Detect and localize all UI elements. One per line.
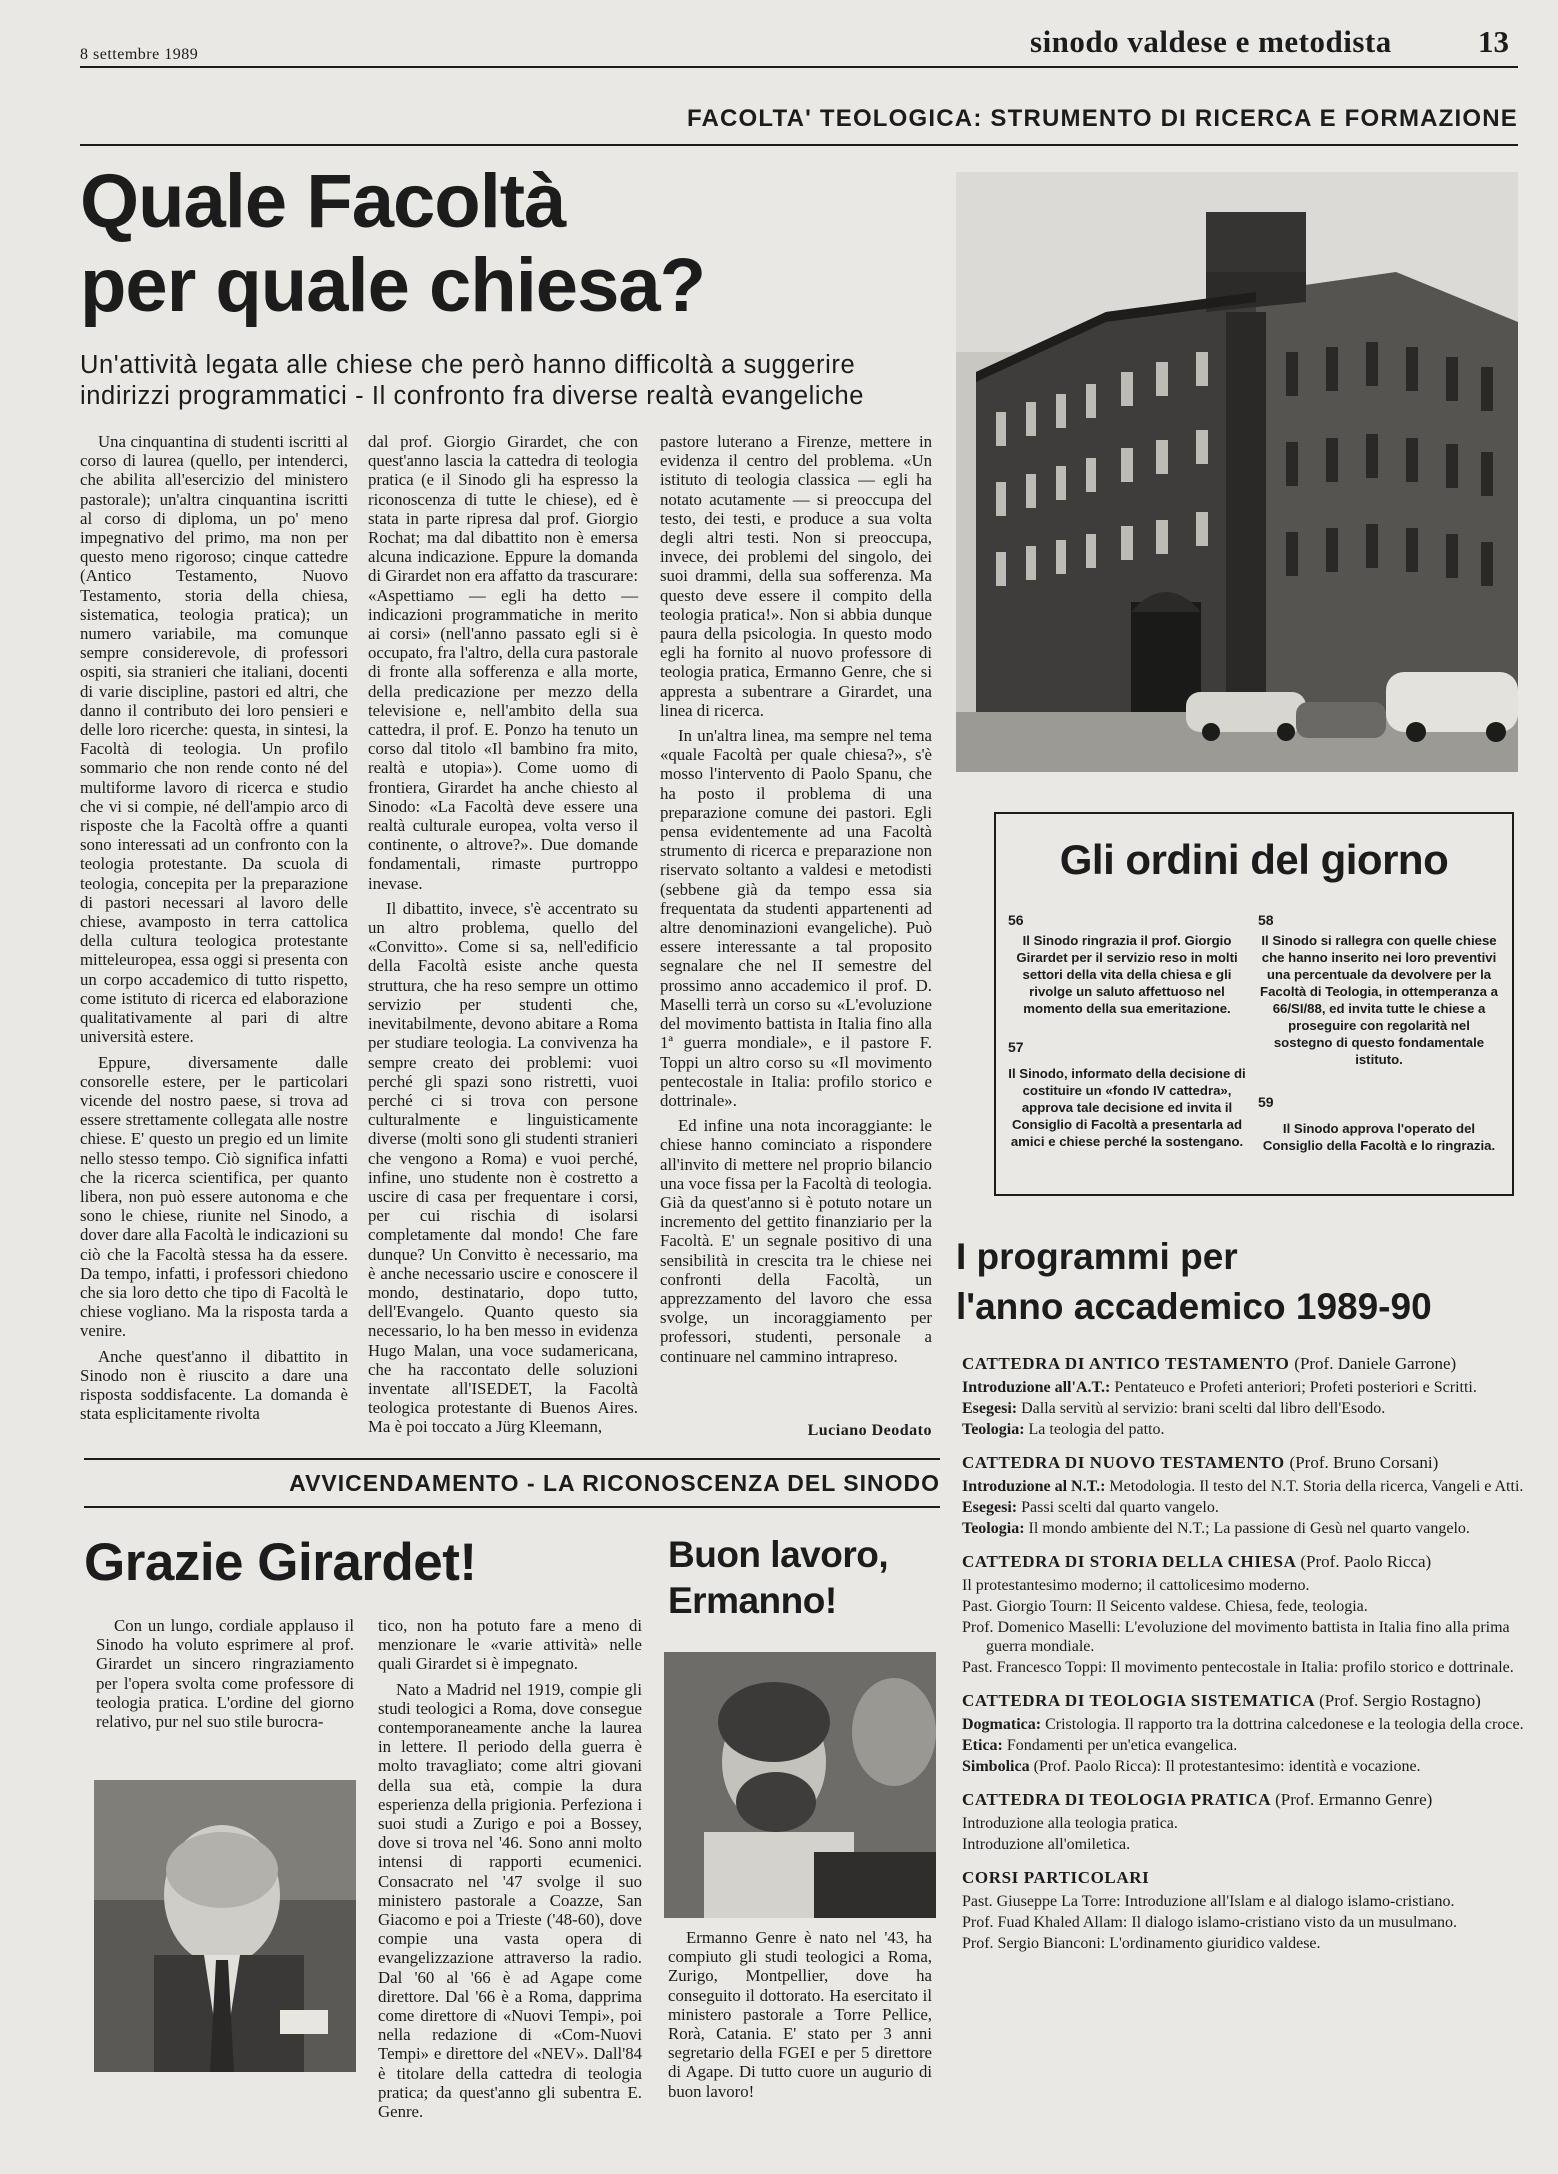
course-line — [962, 1892, 1524, 1911]
genre-headline-line-1: Buon lavoro, — [668, 1534, 889, 1575]
course-label: Esegesi: — [962, 1499, 1018, 1516]
portrait-illustration — [664, 1652, 936, 1918]
cattedra-title: CATTEDRA DI TEOLOGIA SISTEMATICA — [962, 1691, 1315, 1710]
cattedra-title: CORSI PARTICOLARI — [962, 1868, 1150, 1887]
course-line — [962, 1814, 1524, 1833]
portrait-illustration — [94, 1780, 356, 2072]
course-line — [962, 1835, 1524, 1854]
section-title: FACOLTA' TEOLOGICA: STRUMENTO DI RICERCA E FORMAZIONE — [686, 105, 1518, 132]
ordini-col-left — [1008, 912, 1246, 1150]
course-label: Introduzione all'A.T.: — [962, 1379, 1111, 1396]
building-illustration — [956, 172, 1518, 772]
ordine-text: Il Sinodo approva l'operato del Consiglio della Facoltà e lo ringrazia. — [1262, 1121, 1496, 1153]
course-description: Cristologia. Il rapporto tra la dottrina calcedonese e la teologia della croce. — [1041, 1716, 1524, 1733]
course-description: Introduzione all'omiletica. — [962, 1836, 1131, 1853]
cattedra-professor: (Prof. Sergio Rostagno) — [1319, 1691, 1481, 1710]
ordini-box — [994, 812, 1514, 1196]
paragraph: Ed infine una nota incoraggiante: le chiese hanno cominciato a rispondere all'invito di mettere nel proprio bilancio una voce fissa per la Facoltà di teologia. Già da quest'anno si è potuto notare un incremento del gettito finanziario per la Facoltà. E' un segnale positivo di una sensibilità in crescita tra le chiese nei confronti della Facoltà, un apprezzamento del lavoro che essa svolge, un incoraggiamento per professori, studenti, personale a continuare nel cammino intrapreso. — [660, 1116, 932, 1366]
headline-line-2: per quale chiesa? — [80, 243, 706, 328]
cattedra-title: CATTEDRA DI STORIA DELLA CHIESA — [962, 1552, 1296, 1571]
paragraph: Una cinquantina di studenti iscritti al corso di laurea (quello, per intenderci, che abilita all'esercizio del ministero pastorale); un'altra cinquantina iscritti al corso di diploma, un po' meno impegnativo del primo, ma non per questo meno rigoroso; cinque cattedre (Antico Testamento, Nuovo Testamento, storia della chiesa, sistematica, teologia pratica); un numero variabile, ma comunque sempre considerevole, di professori ospiti, sia stranieri che italiani, docenti di varie discipline, pastori ed altri, che danno il contributo dei loro pensieri e delle loro ricerche: questa, in sintesi, la Facoltà di teologia. Un profilo sommario che non rende conto né del multiforme lavoro di ricerca e studio che vi si compie, né dell'ampio arco di risposte che la Facoltà offre a quanti sono interessati ad un confronto con la teologia protestante. Da scuola di teologia, concepita per la preparazione di pastori necessari al lavoro delle chiese, avamposto in terra cattolica della cultura teologica protestante mitteleuropea, essa oggi si presenta con un corpo accademico di tutto rispetto, come istituto di ricerca ed elaborazione qualitativamente al pari di altre università estere. — [80, 432, 348, 1047]
cattedra-professor: (Prof. Daniele Garrone) — [1294, 1354, 1457, 1373]
course-line — [962, 1399, 1524, 1418]
course-line — [962, 1934, 1524, 1953]
subhead-line-2: indirizzi programmatici - Il confronto fra diverse realtà evangeliche — [80, 382, 865, 410]
faculty-building-photo — [956, 172, 1518, 772]
article-author: Luciano Deodato — [807, 1422, 932, 1439]
girardet-headline: Grazie Girardet! — [84, 1533, 477, 1592]
main-article-col-2 — [368, 432, 638, 1443]
cattedra-title: CATTEDRA DI TEOLOGIA PRATICA — [962, 1790, 1271, 1809]
course-description: Past. Giorgio Tourn: Il Seicento valdese. Chiesa, fede, teologia. — [962, 1598, 1368, 1615]
genre-text: Ermanno Genre è nato nel '43, ha compiuto gli studi teologici a Roma, Zurigo, Montpellier, dove ha conseguito il dottorato. Ha esercitato il ministero pastorale a Torre Pellice, Rorà, Catania. E' stato per 3 anni segretario della FGEI e per 5 direttore di Agape. Di tutto cuore un augurio di buon lavoro! — [668, 1928, 932, 2101]
girardet-col-2 — [378, 1616, 642, 2127]
girardet-col-1: Con un lungo, cordiale applauso il Sinodo ha voluto esprimere al prof. Girardet un sincero ringraziamento per l'opera svolta come professore di teologia pratica. L'ordine del giorno relativo, pur nel suo stile burocra- — [96, 1616, 354, 1732]
course-description: Dalla servitù al servizio: brani scelti dal libro dell'Esodo. — [1017, 1400, 1386, 1417]
cattedra-professor: (Prof. Ermanno Genre) — [1275, 1790, 1433, 1809]
paragraph: Il dibattito, invece, s'è accentrato su un altro problema, quello del «Convitto». Come si sa, nell'edificio della Facoltà esiste anche questa struttura, che ha reso sempre un ottimo servizio per studenti che, inevitabilmente, devono abitare a Roma per studiare teologia. La convivenza ha sempre creato dei problemi: vuoi perché gli spazi sono ristretti, vuoi perché ci si trova con persone culturalmente e linguisticamente diverse (molti sono gli studenti stranieri che vengono a Roma) e vuoi perché, infine, uno studente non è costretto a uscire di casa per frequentare i corsi, per cui rischia di isolarsi completamente dal mondo! Che fare dunque? Un Convitto è necessario, ma è anche necessario uscire e conoscere il mondo, destinatario, dopo tutto, dell'Evangelo. Quanto questo sia necessario, lo ha ben messo in evidenza Hugo Malan, una voce sudamericana, che ha raccontato delle soluzioni inventate all'ISEDET, la Facoltà teologica protestante di Buenos Aires. Ma è poi toccato a Jürg Kleemann, — [368, 898, 638, 1437]
course-description: Il protestantesimo moderno; il cattolicesimo moderno. — [962, 1577, 1310, 1594]
course-description: Introduzione alla teologia pratica. — [962, 1815, 1178, 1832]
section-rule — [80, 144, 1518, 146]
genre-headline-line-2: Ermanno! — [668, 1580, 837, 1621]
lower-section-title: AVVICENDAMENTO - LA RICONOSCENZA DEL SINODO — [289, 1470, 940, 1496]
main-subhead — [80, 350, 960, 412]
headline-line-1: Quale Facoltà — [80, 159, 566, 244]
course-label: Esegesi: — [962, 1400, 1018, 1417]
course-description: Past. Giuseppe La Torre: Introduzione all'Islam e al dialogo islamo-cristiano. — [962, 1893, 1455, 1910]
programmi-title — [956, 1232, 1432, 1332]
page-date: 8 settembre 1989 — [80, 46, 199, 63]
paragraph: Anche quest'anno il dibattito in Sinodo non è riuscito a dare una risposta soddisfacente. La domanda è stata esplicitamente rivolta — [80, 1346, 348, 1424]
genre-photo — [664, 1652, 936, 1918]
course-label: Dogmatica: — [962, 1716, 1042, 1733]
course-line — [962, 1378, 1524, 1397]
course-description: Metodologia. Il testo del N.T. Storia della ricerca, Vangeli e Atti. — [1105, 1478, 1524, 1495]
lower-rule-top — [84, 1458, 940, 1460]
course-description: Fondamenti per un'etica evangelica. — [1002, 1737, 1238, 1754]
cattedra-title: CATTEDRA DI NUOVO TESTAMENTO — [962, 1453, 1285, 1472]
girardet-photo — [94, 1780, 356, 2072]
course-line — [962, 1420, 1524, 1439]
course-line — [962, 1658, 1524, 1677]
paragraph: Nato a Madrid nel 1919, compie gli studi teologici a Roma, dove consegue contemporaneamente anche la laurea in lettere. Il periodo della guerra è molto travagliato; come altri giovani della sua età, compie la dura esperienza della prigionia. Perfeziona i suoi studi a Zurigo e poi a Bossey, dove si trova nel '46. Sono anni molto intensi di rapporti ecumenici. Consacrato nel '47 svolge il suo ministero pastorale a Coazze, San Giacomo e poi a Trieste ('48-60), dove compie una vasta opera di evangelizzazione attraverso la radio. Dal '60 al '66 è ad Agape come direttore. Dal '66 è a Roma, dapprima come direttore di «Nuovi Tempi», poi nella redazione di «Com-Nuovi Tempi» e direttore del «NEV». Dall'84 è titolare della cattedra di teologia pratica; da quest'anno gli subentra E. Genre. — [378, 1679, 642, 2122]
ordini-col-right — [1258, 912, 1500, 1154]
course-line — [962, 1913, 1524, 1932]
course-line — [962, 1477, 1524, 1496]
course-label: Teologia: — [962, 1520, 1025, 1537]
course-line — [962, 1576, 1524, 1595]
paragraph: tico, non ha potuto fare a meno di menzionare le «varie attività» nelle quali Girardet si è impegnato. — [378, 1616, 642, 1674]
ordine-text: Il Sinodo, informato della decisione di costituire un «fondo IV cattedra», approva tale decisione ed invita il Consiglio di Facoltà a presentarla ad amici e chiese perché la sostengano. — [1008, 1066, 1246, 1149]
course-description: Prof. Domenico Maselli: L'evoluzione del movimento battista in Italia fino alla prima guerra mondiale. — [962, 1619, 1510, 1655]
paragraph: In un'altra linea, ma sempre nel tema «quale Facoltà per quale chiesa?», s'è mosso l'intervento di Paolo Spanu, che ha posto il problema di una preparazione comune dei pastori. Egli pensa evidentemente ad una Facoltà strumento di ricerca e preparazione non riservato soltanto a valdesi e metodisti (sebbene già da tempo essa sia frequentata da studenti appartenenti ad altre denominazioni evangeliche). Può essere interessante a tal proposito segnalare che nel II semestre del prossimo anno accademico il prof. D. Maselli terrà un corso su «L'evoluzione del movimento battista in Italia fino alla 1ª guerra mondiale», e il pastore F. Toppi un altro corso su «Il movimento pentecostale in Italia: profilo storico e dottrinale». — [660, 726, 932, 1110]
cattedra-heading — [962, 1868, 1524, 1888]
course-description: Pentateuco e Profeti anteriori; Profeti posteriori e Scritti. — [1110, 1379, 1477, 1396]
course-line — [962, 1498, 1524, 1517]
course-description: (Prof. Paolo Ricca): Il protestantesimo: identità e vocazione. — [1029, 1758, 1421, 1775]
main-article-col-1 — [80, 432, 348, 1429]
ordine-number: 56 — [1008, 912, 1024, 928]
ordine-number: 57 — [1008, 1039, 1024, 1055]
course-description: Past. Francesco Toppi: Il movimento pentecostale in Italia: profilo storico e dottrinale. — [962, 1659, 1514, 1676]
page-number: 13 — [1478, 24, 1509, 59]
main-article-col-3 — [660, 432, 932, 1372]
programmi-title-line-1: I programmi per — [956, 1236, 1238, 1277]
cattedra-heading — [962, 1691, 1524, 1711]
course-label: Introduzione al N.T.: — [962, 1478, 1106, 1495]
ordine-number: 59 — [1258, 1094, 1274, 1110]
course-line — [962, 1736, 1524, 1755]
ordini-title: Gli ordini del giorno — [1059, 836, 1449, 883]
genre-headline — [668, 1532, 888, 1624]
subhead-line-1: Un'attività legata alle chiese che però hanno difficoltà a suggerire — [80, 351, 856, 379]
header-rule — [80, 66, 1518, 68]
ordine-text: Il Sinodo ringrazia il prof. Giorgio Girardet per il servizio reso in molti settori della vita della chiesa e gli rivolge un saluto affettuoso nel momento della sua emeritazione. — [1016, 933, 1238, 1016]
ordine-number: 58 — [1258, 912, 1274, 928]
cattedra-professor: (Prof. Paolo Ricca) — [1300, 1552, 1432, 1571]
paragraph: dal prof. Giorgio Girardet, che con quest'anno lascia la cattedra di teologia pratica (e il Sinodo gli ha espresso la riconoscenza di tutte le chiese), ed è stata in parte ripresa dal prof. Giorgio Rochat; ma dal dibattito non è emersa alcuna indicazione. Eppure la domanda di Girardet non era affatto da trascurare: «Aspettiamo — egli ha detto — indicazioni programmatiche in merito ai corsi» (nell'anno passato egli si è occupato, fra l'altro, della cura pastorale di fronte alla sofferenza e alla morte, della predicazione per mezzo della televisione e, nell'ambito della sua cattedra, il prof. E. Ponzo ha tenuto un corso dal titolo «Il bambino fra mito, realtà e utopia»). Come uomo di frontiera, Girardet ha anche chiesto al Sinodo: «La Facoltà deve essere una realtà culturale europea, volta verso il continente, o altrove?». Due domande fondamentali, rimaste purtroppo inevase. — [368, 432, 638, 893]
lower-rule-bottom — [84, 1506, 940, 1508]
course-line — [962, 1519, 1524, 1538]
course-description: Il mondo ambiente del N.T.; La passione di Gesù nel quarto vangelo. — [1024, 1520, 1470, 1537]
paragraph: Eppure, diversamente dalle consorelle estere, per le particolari vicende del nostro paese, si trova ad essere strettamente collegata alle nostre chiese. E' questo un pregio ed un limite nello stesso tempo. Ciò significa infatti che la ricerca scientifica, per quanto libera, non può essere autonoma e che sono le chiese, riunite nel Sinodo, a dover dare alla Facoltà le indicazioni su ciò che la Facoltà stessa ha da essere. Da tempo, infatti, i professori chiedono che sia loro detto che tipo di Facoltà le chiese vogliano. Ma la risposta tarda a venire. — [80, 1052, 348, 1341]
main-headline — [80, 160, 705, 328]
ordine-text: Il Sinodo si rallegra con quelle chiese che hanno inserito nei loro preventivi una percentuale da devolvere per la Facoltà di Teologia, in ottemperanza a 66/SI/88, ed invita tutte le chiese a proseguire con regolarità nel sostegno di questo fondamentale istituto. — [1260, 933, 1498, 1067]
programmi-list — [962, 1340, 1524, 1955]
cattedra-heading — [962, 1552, 1524, 1572]
cattedra-title: CATTEDRA DI ANTICO TESTAMENTO — [962, 1354, 1290, 1373]
paragraph: pastore luterano a Firenze, mettere in evidenza il centro del problema. «Un istituto di teologia classica — egli ha notato acutamente — si preoccupa del testo, dei testi, e produce a sua volta degli altri testi. Non si preoccupa, invece, dei problemi del singolo, dei suoi drammi, della sua sofferenza. Ma questo deve essere il compito della teologia pratica!». Non si abbia dunque paura della psicologia. In questo modo egli ha fornito al nuovo professore di teologia pratica, Ermanno Genre, che si appresta a subentrare a Girardet, una linea di ricerca. — [660, 432, 932, 720]
programmi-title-line-2: l'anno accademico 1989-90 — [956, 1286, 1432, 1327]
course-description: Passi scelti dal quarto vangelo. — [1017, 1499, 1219, 1516]
course-line — [962, 1597, 1524, 1616]
course-label: Teologia: — [962, 1421, 1025, 1438]
course-description: Prof. Sergio Bianconi: L'ordinamento giuridico valdese. — [962, 1935, 1321, 1952]
course-line — [962, 1757, 1524, 1776]
course-line — [962, 1618, 1524, 1656]
course-description: La teologia del patto. — [1024, 1421, 1165, 1438]
cattedra-heading — [962, 1790, 1524, 1810]
course-label: Etica: — [962, 1737, 1003, 1754]
cattedra-heading — [962, 1354, 1524, 1374]
cattedra-heading — [962, 1453, 1524, 1473]
course-line — [962, 1715, 1524, 1734]
course-description: Prof. Fuad Khaled Allam: Il dialogo islamo-cristiano visto da un musulmano. — [962, 1914, 1458, 1931]
course-label: Simbolica — [962, 1758, 1030, 1775]
publication-name: sinodo valdese e metodista — [1030, 24, 1392, 59]
cattedra-professor: (Prof. Bruno Corsani) — [1289, 1453, 1439, 1472]
